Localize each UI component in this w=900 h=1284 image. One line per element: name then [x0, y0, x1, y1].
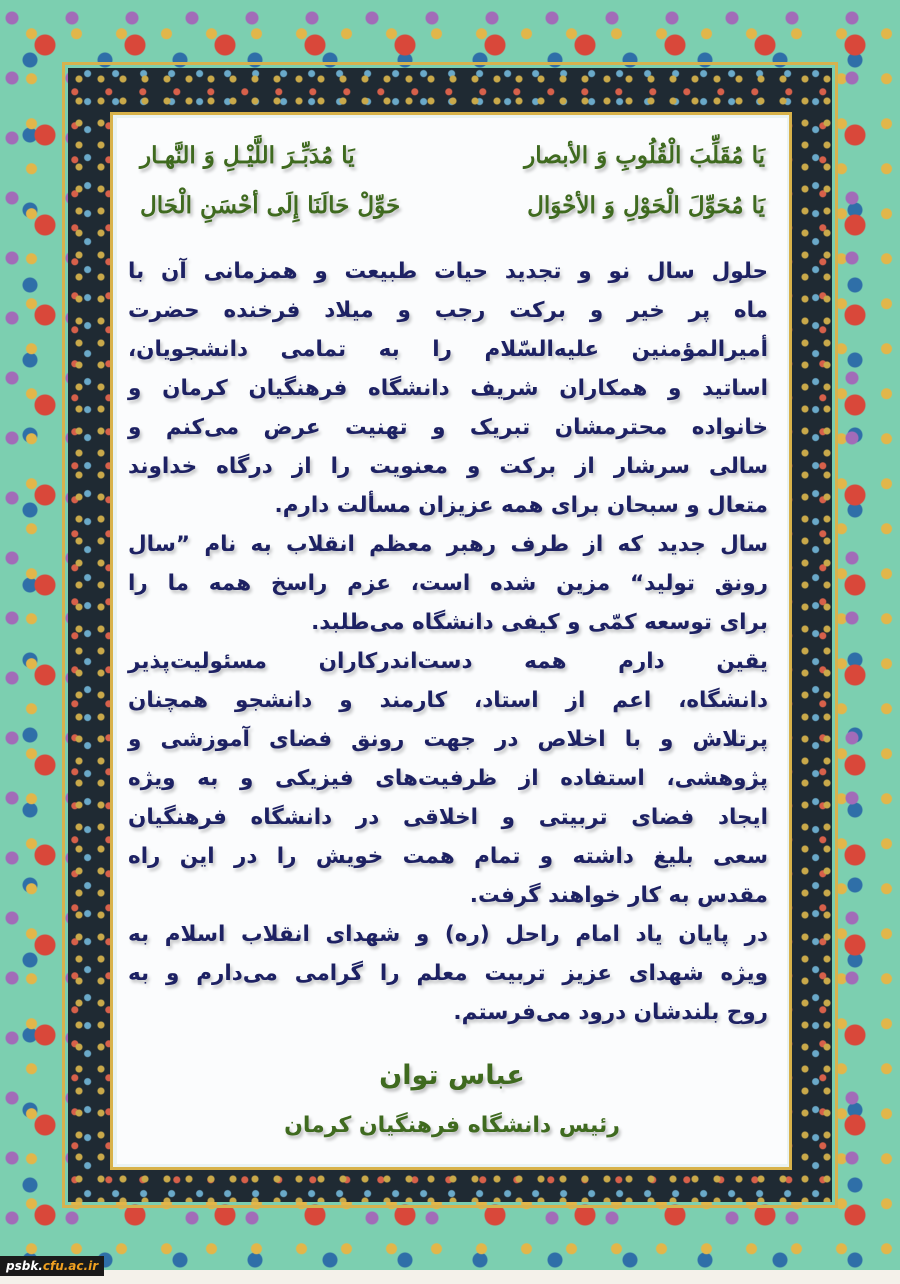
message-body	[128, 252, 768, 1032]
signature-title: رئیس دانشگاه فرهنگیان کرمان	[284, 1113, 620, 1138]
invocation-line-1	[140, 142, 765, 182]
invocation-part: يَا مُحَوِّلَ الْحَوْلِ وَ الأحْوَال	[527, 192, 765, 219]
body-line: برای توسعه کمّی و کیفی دانشگاه می‌طلبد.	[311, 610, 768, 635]
invocation-part: يَا مُقَلِّبَ الْقُلُوبِ وَ الأبصار	[524, 142, 765, 169]
body-line: ایجاد فضای تربیتی و اخلاقی در دانشگاه فرهنگیان	[128, 805, 768, 830]
body-line: حلول سال نو و تجدید حیات طبیعت و همزمانی آن با	[128, 259, 768, 284]
body-line: أمیرالمؤمنین علیه‌السّلام را به تمامی دانشجویان،	[128, 337, 768, 362]
body-line: در پایان یاد امام راحل (ره) و شهدای انقلاب اسلام به	[128, 922, 768, 947]
signature-name: عباس توان	[379, 1060, 525, 1091]
body-line: روح بلندشان درود می‌فرستم.	[453, 1000, 768, 1025]
body-line: ماه پر خیر و برکت رجب و میلاد فرخنده حضرت	[128, 298, 768, 323]
body-line: دانشگاه، اعم از استاد، کارمند و دانشجو همچنان	[128, 688, 768, 713]
watermark	[0, 1256, 104, 1276]
watermark-prefix: psbk.	[6, 1259, 43, 1273]
body-line: خانواده محترمشان تبریک و تهنیت عرض می‌کنم و	[128, 415, 768, 440]
body-line: سعی بلیغ داشته و تمام همت خویش را در این راه	[128, 844, 768, 869]
body-line: مقدس به کار خواهند گرفت.	[469, 883, 768, 908]
invocation-part: حَوِّلْ حَالَنَا إِلَى أحْسَنِ الْحَال	[140, 192, 401, 219]
watermark-domain: cfu.ac.ir	[42, 1259, 99, 1273]
invocation-part: يَا مُدَبِّـرَ اللَّيْـلِ وَ النَّهـار	[140, 142, 355, 169]
body-line: اساتید و همکاران شریف دانشگاه فرهنگیان کرمان و	[128, 376, 768, 401]
body-line: ویژه شهدای عزیز تربیت معلم را گرامی می‌دارم و به	[128, 961, 768, 986]
body-line: متعال و سبحان برای همه عزیزان مسألت دارم.	[274, 493, 768, 518]
body-line: یقین دارم همه دست‌اندرکاران مسئولیت‌پذیر	[128, 649, 768, 674]
body-line: پرتلاش و با اخلاص در جهت رونق فضای آموزشی و	[128, 727, 768, 752]
body-line: پژوهشی، استفاده از ظرفیت‌های فیزیکی و به ویژه	[128, 766, 768, 791]
body-line: سال جدید که از طرف رهبر معظم انقلاب به نام ”سال	[128, 532, 768, 557]
body-line: رونق تولید“ مزین شده است، عزم راسخ همه ما را	[128, 571, 768, 596]
body-line: سالی سرشار از برکت و معنویت را از درگاه خداوند	[128, 454, 768, 479]
invocation-line-2	[140, 192, 765, 232]
